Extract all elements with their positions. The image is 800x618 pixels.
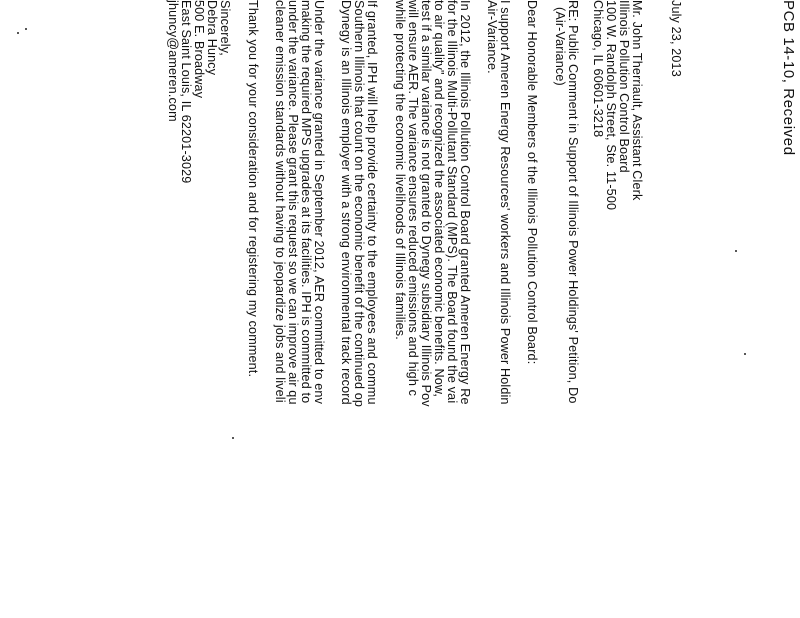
scan-speck [232,437,234,439]
letter-date: July 23, 2013 [669,0,683,77]
paragraph-line: Under the variance granted in September 2012, AER committed to env [312,0,326,405]
paragraph-line: In 2012, the Illinois Pollution Control Board granted Ameren Energy Re [458,0,472,405]
addressee-line: 100 W. Randolph Street, Ste. 11-500 [604,0,618,211]
paragraph-line: I support Ameren Energy Resources' workers and Illinois Power Holdin [498,0,512,405]
subject-line: RE: Public Comment in Support of Illinois Power Holdings' Petition, Do [566,0,580,404]
paragraph-line: to air quality" and recognized the associated economic benefits. Now, [432,0,446,398]
paragraph-line: under the variance. Please grant this request so we can improve air qu [286,0,300,405]
signature-line: Debra Huncy [205,0,219,76]
signature-line: jhuncy@ameren.com [166,0,180,122]
subject-line: (Air-Variance) [553,7,567,86]
scan-speck [744,353,746,355]
addressee-line: Illinois Pollution Control Board [617,0,631,173]
scan-speck [25,28,27,30]
paragraph-line: making the required MPS upgrades at its facilities. IPH is committed to [299,0,313,404]
paragraph-line: Dynegy is an Illinois employer with a strong environmental track record [339,0,353,405]
paragraph-line: Southern Illinois that count on the economic benefit of the continued op [352,0,366,408]
paragraph-line: If granted, IPH will help provide certainty to the employees and commu [365,0,379,405]
addressee-line: Chicago, IL 60601-3218 [591,0,605,138]
closing: Sincerely, [218,0,232,56]
paragraph-line: cleaner emission standards without having to jeopardize jobs and liveli [273,0,287,403]
paragraph-line: while protecting the economic livelihoods of Illinois families. [393,0,407,340]
received-stamp: PCB 14-10, Received [780,0,797,156]
paragraph-line: Thank you for your consideration and for registering my comment. [246,0,260,378]
paragraph-line: Air-Variance. [485,0,499,74]
paragraph-line: for the Illinois Multi-Pollutant Standard (MPS). The Board found the vai [445,0,459,404]
paragraph-line: test if a similar variance is not granted to Dynegy subsidiary Illinois Pov [419,0,433,407]
salutation: Dear Honorable Members of the Illinois Pollution Control Board: [525,0,539,365]
scan-speck [735,250,737,252]
signature-line: East Saint Louis, IL 62201-3029 [179,0,193,184]
addressee-line: Mr. John Therriault, Assistant Clerk [630,0,644,201]
scan-speck [17,32,19,34]
signature-line: 500 E. Broadway [192,0,206,99]
paragraph-line: will ensure AER. The variance ensures reduced emissions and high c [406,0,420,397]
